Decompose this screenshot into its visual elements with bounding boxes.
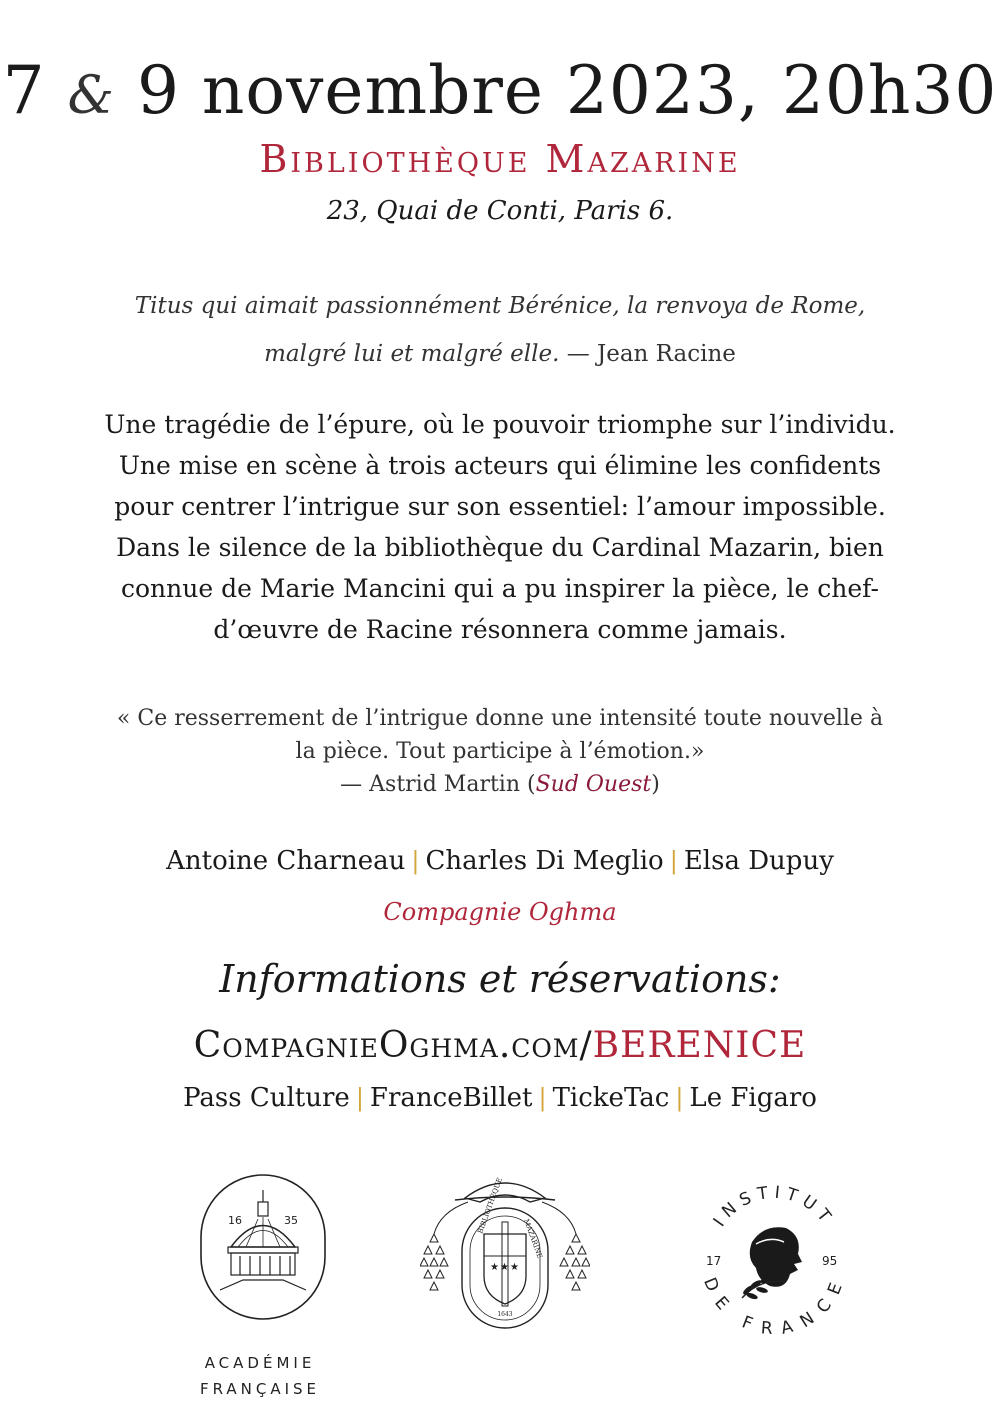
svg-text:★: ★ (510, 1262, 519, 1273)
ring-text-right: MAZARINE (522, 1217, 544, 1260)
ring-text-left: BIBLIOTHÈQUE (476, 1176, 505, 1235)
year-left: 16 (228, 1214, 242, 1227)
year-right: 95 (822, 1254, 838, 1268)
booking-heading: Informations et réservations: (219, 957, 781, 1001)
academie-label: ACADÉMIE FRANÇAISE (199, 1354, 321, 1398)
company-name: Compagnie Oghma (383, 898, 617, 926)
outlet-name: FranceBillet (369, 1083, 533, 1113)
actor-name: Charles Di Meglio (425, 846, 664, 876)
bibliotheque-mazarine-logo (420, 1172, 590, 1362)
booking-url[interactable]: CompagnieOghma.com/BERENICE (193, 1025, 807, 1066)
press-review (0, 702, 1000, 801)
description (0, 404, 1000, 650)
description-line: d’œuvre de Racine résonnera comme jamais. (213, 615, 787, 644)
dome-emblem-icon (198, 1172, 328, 1322)
epigraph-line-2: malgré lui et malgré elle. — Jean Racine (264, 341, 736, 367)
year-left: 17 (706, 1254, 722, 1268)
review-line-1: « Ce resserrement de l’intrigue donne une intensité toute nouvelle à (116, 706, 884, 731)
review-attribution: — Astrid Martin (Sud Ouest) (340, 772, 660, 797)
separator: | (355, 1084, 364, 1112)
institut-de-france-logo (694, 1158, 854, 1338)
year-right: 35 (284, 1214, 298, 1227)
academie-francaise-logo (198, 1172, 328, 1322)
actor-name: Elsa Dupuy (683, 846, 834, 876)
epigraph (0, 282, 1000, 378)
arc-text-top: INSTITUT (709, 1182, 839, 1231)
minerva-profile-icon (694, 1158, 854, 1338)
epigraph-line-1: Titus qui aimait passionnément Bérénice, la renvoya de Rome, (134, 293, 866, 319)
svg-text:★: ★ (490, 1262, 499, 1273)
outlet-name: Le Figaro (689, 1083, 817, 1113)
arc-text-bottom: DE FRANCE (699, 1274, 849, 1338)
svg-text:★: ★ (500, 1262, 509, 1273)
outlet-name: Pass Culture (183, 1083, 350, 1113)
outlet-name: TickeTac (552, 1083, 670, 1113)
review-line-2: la pièce. Tout participe à l’émotion.» (295, 739, 705, 764)
cardinal-hat-coat-of-arms-icon (420, 1172, 590, 1362)
separator: | (669, 847, 678, 875)
description-line: Une mise en scène à trois acteurs qui élimine les confidents (118, 451, 882, 480)
svg-text:INSTITUT (710, 1183, 839, 1231)
founding-year: 1643 (497, 1311, 513, 1318)
description-line: connue de Marie Mancini qui a pu inspirer la pièce, le chef- (121, 574, 879, 603)
event-date: 7 & 9 novembre 2023, 20h30 (2, 52, 998, 129)
description-line: pour centrer l’intrigue sur son essentiel: l’amour impossible. (114, 492, 886, 521)
separator: | (675, 1084, 684, 1112)
ticket-outlets (0, 1085, 1000, 1111)
description-line: Dans le silence de la bibliothèque du Cardinal Mazarin, bien (116, 533, 884, 562)
ampersand: & (67, 66, 115, 126)
venue-address: 23, Quai de Conti, Paris 6. (326, 196, 674, 226)
separator: | (538, 1084, 547, 1112)
cast-list (0, 848, 1000, 874)
separator: | (411, 847, 420, 875)
review-source: Sud Ouest (535, 772, 652, 797)
venue-name: Bibliothèque Mazarine (259, 137, 741, 181)
description-line: Une tragédie de l’épure, où le pouvoir triomphe sur l’individu. (104, 410, 896, 439)
actor-name: Antoine Charneau (166, 846, 406, 876)
